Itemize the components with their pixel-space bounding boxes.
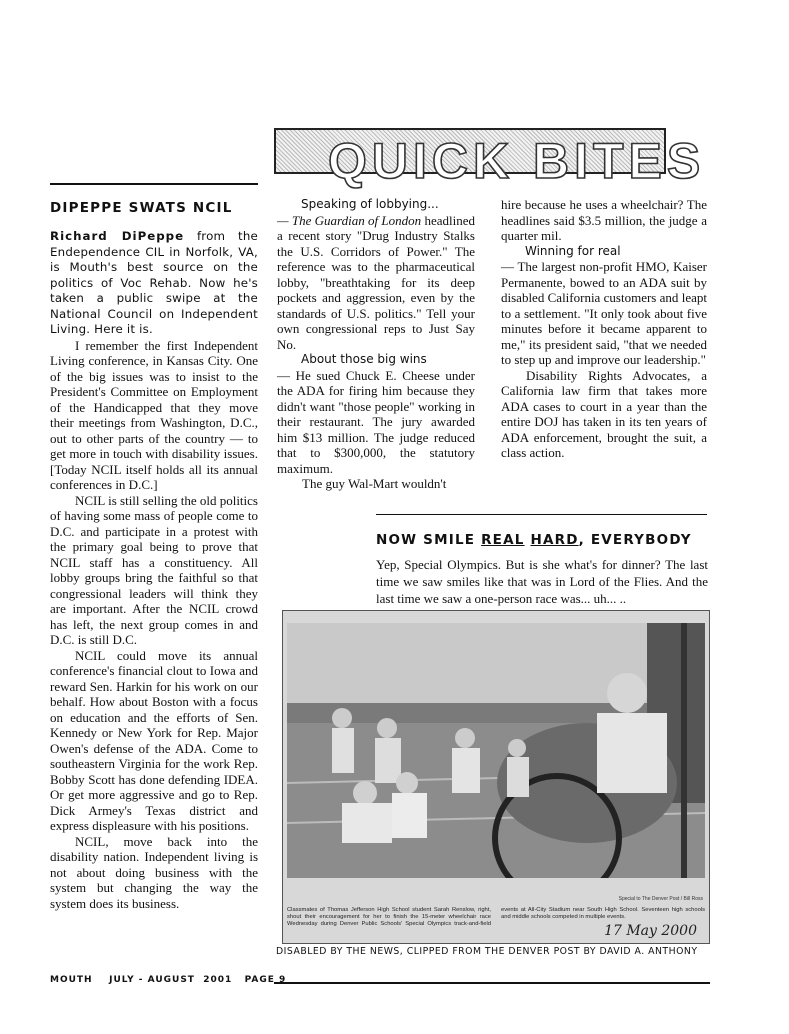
left-paragraph-3: NCIL could move its annual conference's financial clout to Iowa and reward Sen. Harkin for his work on our behalf. How about Boston with a focus on education and the efforts of Sen. Kennedy or New York for Rep. Major Owen's defense of the ADA. Come to southeastern Virginia for the work Rep. Bobby Scott has done defending IDEA. Or get more aggressive and go to Rep. Dick Armey's Texas district and express displeasure with his positions. <box>50 647 258 833</box>
smile-headline-real: REAL <box>481 532 525 548</box>
subhead-lobbying: Speaking of lobbying... <box>301 197 439 211</box>
left-paragraph-1: I remember the first Independent Living conference, in Kansas City. One of the big issues was to insist to the President's Committee on Employment of the Handicapped that they move their meetings from Washington, D.C., out to other parts of the country — to get more in touch with disability issues. [Today NCIL itself holds all its annual conferences in D.C.] <box>50 337 258 492</box>
lead-text: from the Endependence CIL in Norfolk, VA, is Mouth's best source on the politics of Voc Rehab. Now he's taken a public swipe at the National Council on Independent Living. Here it is. <box>50 229 258 336</box>
left-paragraph-2: NCIL is still selling the old politics of having some mass of people come to D.C. and participate in a protest with the primary goal being to prove that NCIL staff has a constituency. All lobby groups bring the faithful so that congressional leaders will think they are important. After the NCIL crowd has left, the next group comes in and D.C. is still D.C. <box>50 492 258 647</box>
photo-caption: Classmates of Thomas Jefferson High School student Sarah Renslow, right, shout their encouragement for her to finish the 15-meter wheelchair race Wednesday during Denver Public Schools' Special Olympics track-and-field events at All-City Stadium near South High School. Seventeen high schools and middle schools competed in multiple events. <box>287 907 705 928</box>
right-column <box>501 197 707 461</box>
left-column <box>50 229 258 911</box>
smile-top-rule <box>376 514 707 515</box>
dipeppe-headline: DIPEPPE SWATS NCIL <box>50 200 233 216</box>
mid-paragraph-2: — He sued Chuck E. Cheese under the ADA for firing him because they didn't want "those people" working in their restaurant. The jury awarded him $13 million. The judge reduced that to $300,000, the statutory maximum. <box>277 367 475 476</box>
news-clipping-photo <box>282 610 710 944</box>
photo-illustration <box>287 623 705 878</box>
smile-headline-hard: HARD <box>530 532 579 548</box>
left-top-rule <box>50 183 258 185</box>
left-paragraph-4: NCIL, move back into the disability nation. Independent living is not about doing business with the system but changing the way the system does its business. <box>50 833 258 911</box>
mid-paragraph-1-text: headlined a recent story "Drug Industry Stalks the U.S. Corridors of Power." The reference was to the pharmaceutical lobby, "breathtaking for its deep pockets and aggression, even by the standards of U.S. politics." Tell your own congressional reps to Just Say No. <box>277 212 475 352</box>
banner-title: QUICK BITES <box>328 133 706 189</box>
mid-paragraph-1 <box>277 213 475 353</box>
quick-bites-banner <box>274 128 706 189</box>
smile-text: Yep, Special Olympics. But is she what's for dinner? The last time we saw smiles like that was in Lord of the Flies. And the last time we saw a one-person race was... uh... .. <box>376 557 708 606</box>
right-paragraph-1: — The largest non-profit HMO, Kaiser Permanente, bowed to an ADA suit by disabled California customers and leapt to a settlement. "It only took about five minutes before it became apparent to me," its president said, "that we needed to step up and improve our leadership." <box>501 259 707 367</box>
clipping-credit-line: DISABLED BY THE NEWS, CLIPPED FROM THE DENVER POST BY DAVID A. ANTHONY <box>276 946 698 957</box>
photo-image <box>287 623 705 878</box>
smile-headline <box>376 532 692 548</box>
subhead-winning: Winning for real <box>525 243 621 258</box>
smile-headline-part: NOW SMILE <box>376 532 482 548</box>
subhead-big-wins: About those big wins <box>301 352 427 366</box>
right-paragraph-2: Disability Rights Advocates, a California law firm that takes more ADA cases to court in a year than the entire DOJ has taken in its ten years of ADA enforcement, brought the suit, a class action. <box>501 367 707 460</box>
smile-text-block <box>376 556 708 607</box>
handwritten-date: 17 May 2000 <box>604 923 697 939</box>
photo-credit: Special to The Denver Post / Bill Ross <box>618 896 703 902</box>
byline: Richard DiPeppe <box>50 229 185 243</box>
footer-rule <box>274 982 710 984</box>
right-paragraph-0: hire because he uses a wheelchair? The headlines said $3.5 million, the judge a quarter mil. <box>501 197 707 243</box>
smile-headline-end: , EVERYBODY <box>578 532 692 548</box>
left-lead <box>50 229 258 338</box>
mid-paragraph-3: The guy Wal-Mart wouldn't <box>302 476 447 491</box>
guardian-ref: — The Guardian of London <box>277 212 422 228</box>
middle-column <box>277 197 475 492</box>
page-footer: MOUTH JULY - AUGUST 2001 PAGE 9 <box>50 975 287 985</box>
